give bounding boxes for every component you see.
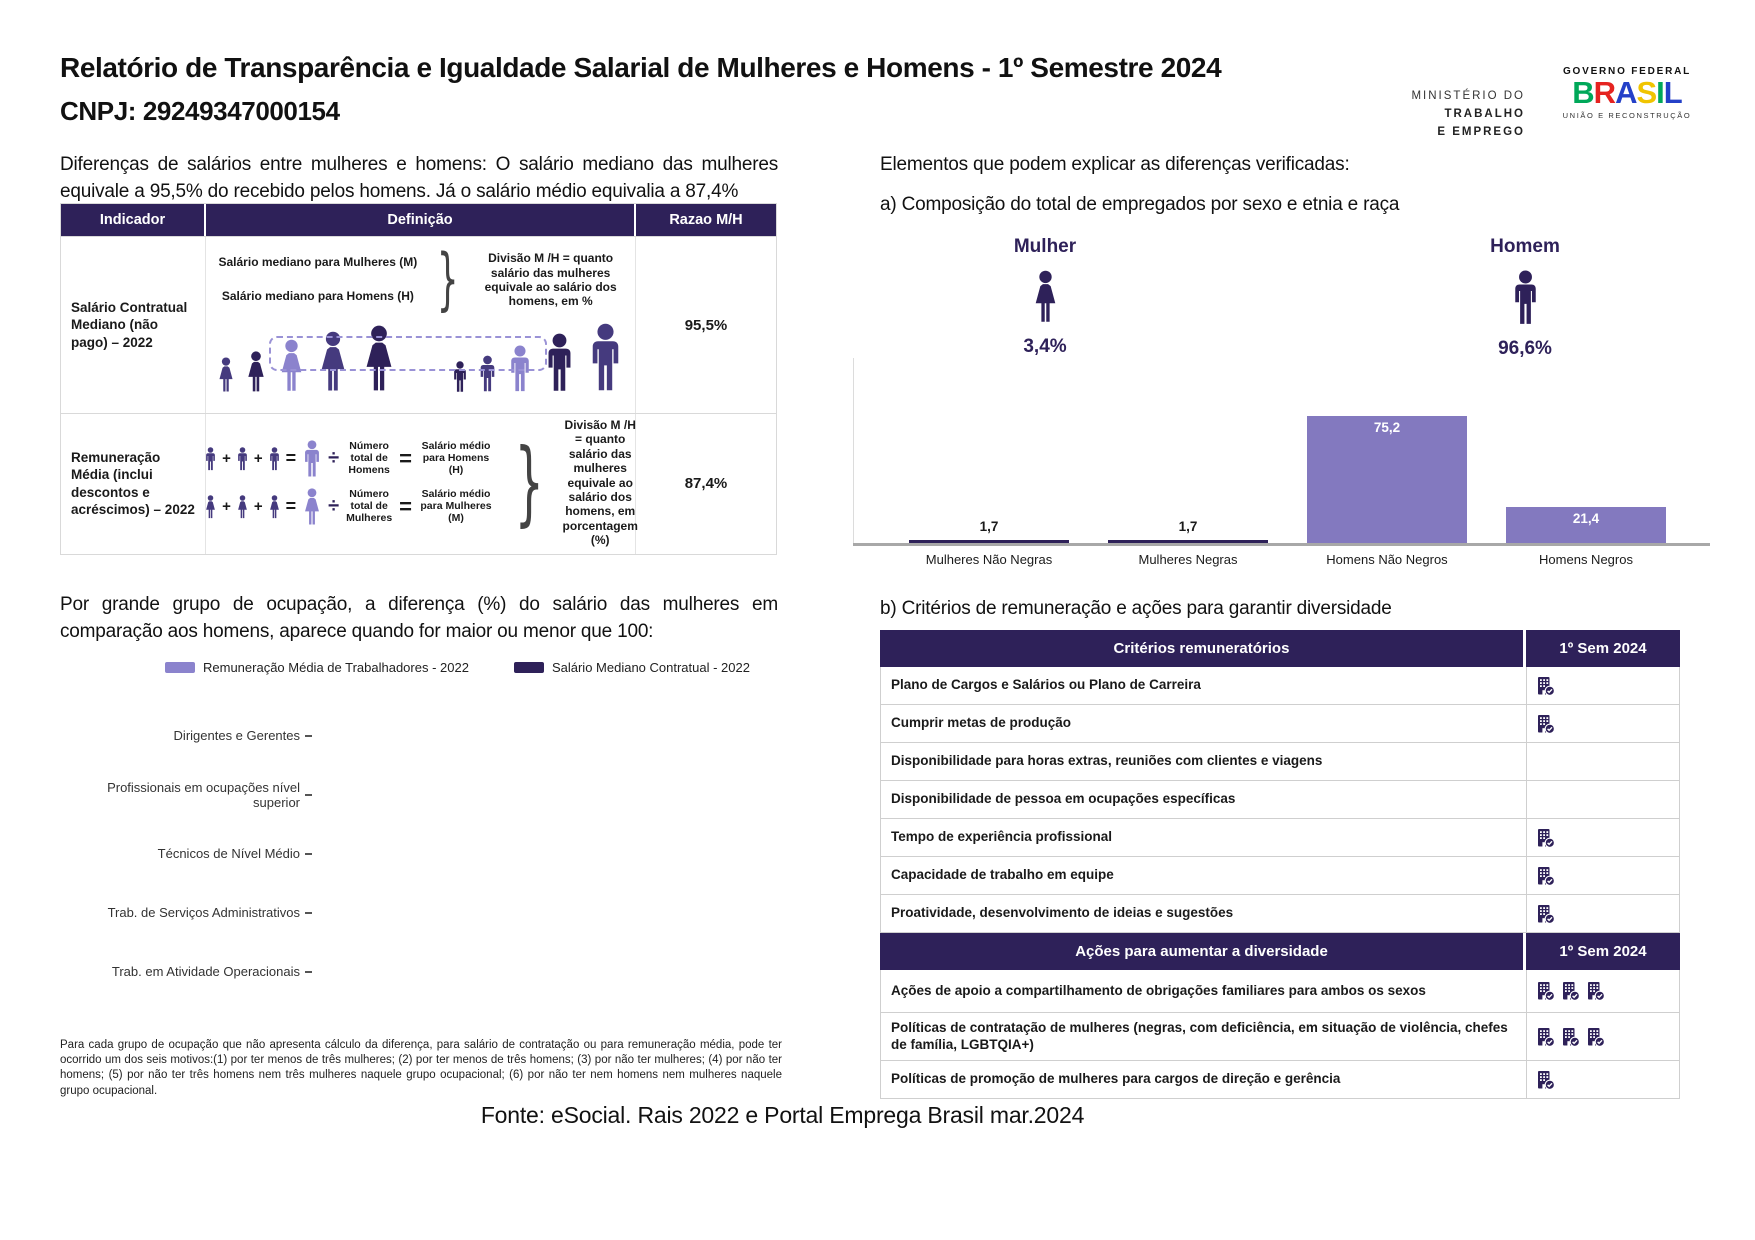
criteria-label: Tempo de experiência profissional: [891, 829, 1113, 845]
ratio-value: 95,5%: [684, 316, 728, 334]
median-highlight-box: [269, 336, 547, 371]
bar-value-label: 21,4: [1572, 511, 1600, 526]
criteria-row: [881, 895, 1679, 932]
criteria-body: [880, 667, 1680, 933]
criteria-status-cell: [1526, 705, 1679, 742]
building-check-icon: [1535, 828, 1555, 848]
woman-icon: [243, 351, 269, 393]
building-check-icon: [1585, 981, 1605, 1001]
action-status-cell: [1526, 970, 1679, 1012]
ministry-logo: [1330, 88, 1525, 141]
occupation-footnote: Para cada grupo de ocupação que não apresenta cálculo da diferença, para salário de contratação ou para remuneração média, pode ter ocorrido um dos seis motivos:(1) por ter menos de três mulheres; (2) por ter menos de três homens; (3) por não ter mulheres; (4) por não ter homens; (5) por não ter três homens nem três mulheres naquele grupo ocupacional; (6) por não ter nem homens nem mulheres naquele grupo ocupacional.: [60, 1039, 782, 1097]
action-row: [881, 1061, 1679, 1098]
col-header-indicador: Indicador: [61, 204, 206, 236]
bar-value-label: 1,7: [979, 519, 999, 534]
definition-cell: [206, 414, 636, 554]
women-average-formula: [203, 488, 496, 526]
building-check-icon: [1535, 1027, 1555, 1047]
x-axis-line: [853, 543, 1710, 546]
action-status-cell: [1526, 1013, 1679, 1060]
criteria-status-cell: [1526, 857, 1679, 894]
criteria-status-cell: [1526, 781, 1679, 818]
criteria-status-cell: [1526, 819, 1679, 856]
composition-bar-chart: [853, 358, 1704, 567]
building-check-icon: [1535, 676, 1555, 696]
building-check-icon: [1585, 1027, 1605, 1047]
x-axis-label: Mulheres Não Negras: [925, 552, 1053, 567]
category-row: [60, 883, 312, 942]
men-average-formula: [203, 440, 496, 478]
building-check-icon: [1560, 981, 1580, 1001]
criteria-status-cell: [1526, 667, 1679, 704]
man-icon: [235, 447, 250, 471]
cnpj-line: CNPJ: 29249347000154: [60, 96, 340, 126]
intro-left-paragraph: Diferenças de salários entre mulheres e homens: O salário mediano das mulheres equivale a 95,5% do recebido pelos homens. Já o salário médio equivalia a 87,4%: [60, 154, 778, 202]
divide-operator: ÷: [328, 495, 340, 518]
page-title: Relatório de Transparência e Igualdade Salarial de Mulheres e Homens - 1º Semestre 2024: [60, 52, 1222, 83]
section-a-title: a) Composição do total de empregados por sexo e etnia e raça: [880, 194, 1400, 215]
plus-operator: +: [222, 450, 231, 468]
axis-tick: [305, 912, 312, 914]
legend-item-remuneracao-media: [165, 660, 469, 675]
action-label: Políticas de promoção de mulheres para cargos de direção e gerência: [891, 1071, 1341, 1087]
section-b-title: b) Critérios de remuneração e ações para garantir diversidade: [880, 598, 1392, 619]
category-label: Trab. de Serviços Administrativos: [107, 905, 300, 920]
criteria-row: [881, 819, 1679, 857]
legend-label: Salário Mediano Contratual - 2022: [551, 660, 750, 675]
legend-label: Remuneração Média de Trabalhadores - 2022: [203, 660, 469, 675]
action-row: [881, 1013, 1679, 1061]
woman-icon: [300, 488, 324, 526]
criteria-label: Proatividade, desenvolvimento de ideias e sugestões: [891, 905, 1234, 921]
criteria-row: [881, 857, 1679, 895]
men-salary-label: Salário médio para Homens (H): [421, 440, 491, 476]
woman-icon: [215, 357, 237, 393]
criteria-table: [880, 630, 1680, 1099]
building-check-icon: [1535, 904, 1555, 924]
equals-operator: =: [399, 493, 412, 519]
action-row: [881, 970, 1679, 1013]
category-label: Trab. em Atividade Operacionais: [111, 964, 300, 979]
bar-homens-negros: [1506, 507, 1666, 543]
woman-icon: [235, 495, 250, 519]
occupation-intro-paragraph: Por grande grupo de ocupação, a diferença (%) do salário das mulheres em comparação aos homens, aparece quando for maior ou menor que 100:: [60, 594, 778, 642]
ratio-value: 87,4%: [684, 475, 728, 493]
occupation-chart-legend: [165, 660, 750, 675]
women-salary-label: Salário médio para Mulheres (M): [420, 488, 492, 524]
table-row: [61, 236, 776, 413]
actions-body: [880, 970, 1680, 1099]
population-pictogram: [215, 323, 627, 393]
intro-right-paragraph: Elementos que podem explicar as diferenças verificadas:: [880, 154, 1350, 175]
women-total-label: Número total de Mulheres: [346, 488, 393, 524]
criteria-label: Capacidade de trabalho em equipe: [891, 867, 1114, 883]
building-check-icon: [1535, 981, 1555, 1001]
building-check-icon: [1560, 1027, 1580, 1047]
man-icon: [203, 447, 218, 471]
definition-cell: [206, 237, 636, 413]
criteria-status-cell: [1526, 743, 1679, 780]
x-axis-label: Homens Negros: [1539, 552, 1633, 567]
col-header-razao: Razao M/H: [636, 204, 776, 236]
criteria-header-period: 1º Sem 2024: [1526, 630, 1680, 667]
ministry-line3: E EMPREGO: [1437, 125, 1525, 138]
action-label: Ações de apoio a compartilhamento de obrigações familiares para ambos os sexos: [891, 982, 1426, 998]
man-icon: [267, 447, 282, 471]
bar-homens-nao-negros: [1307, 416, 1467, 543]
building-check-icon: [1535, 1070, 1555, 1090]
category-row: [60, 765, 312, 824]
criteria-row: [881, 743, 1679, 781]
col-header-definicao: Definição: [206, 204, 636, 236]
homem-percentage: 96,6%: [1498, 338, 1552, 359]
equals-operator: =: [285, 496, 297, 517]
criteria-header-label: Critérios remuneratórios: [880, 630, 1523, 667]
criteria-label: Plano de Cargos e Salários ou Plano de Carreira: [891, 677, 1201, 693]
axis-tick: [305, 794, 312, 796]
action-label: Políticas de contratação de mulheres (negras, com deficiência, em situação de violência, chefes de família, LGBTQIA+): [891, 1019, 1508, 1052]
category-row: [60, 942, 312, 1001]
equals-operator: =: [399, 445, 412, 471]
ministry-line2: TRABALHO: [1444, 107, 1525, 120]
woman-icon: [1029, 270, 1062, 324]
category-row: [60, 824, 312, 883]
men-total-label: Número total de Homens: [348, 440, 390, 476]
criteria-label: Cumprir metas de produção: [891, 715, 1072, 731]
gov-logo-top-text: GOVERNO FEDERAL: [1562, 66, 1692, 77]
building-check-icon: [1535, 866, 1555, 886]
indicator-table: [60, 203, 777, 555]
criteria-header: [880, 630, 1680, 667]
man-icon: [584, 323, 627, 393]
criteria-status-cell: [1526, 895, 1679, 932]
actions-header-period: 1º Sem 2024: [1526, 933, 1680, 970]
category-row: [60, 706, 312, 765]
criteria-label: Disponibilidade para horas extras, reuniões com clientes e viagens: [891, 753, 1323, 769]
woman-icon: [203, 495, 218, 519]
gov-logo-name: BRASIL: [1572, 75, 1682, 110]
legend-swatch-dark: [514, 662, 544, 673]
plus-operator: +: [253, 450, 263, 468]
brace-glyph: }: [514, 428, 544, 536]
legend-swatch-light: [165, 662, 195, 673]
mulher-label: Mulher: [1013, 236, 1077, 257]
man-icon: [300, 440, 324, 478]
man-icon: [1508, 270, 1543, 326]
woman-icon: [267, 495, 282, 519]
bar-value-label: 75,2: [1373, 420, 1401, 435]
divide-operator: ÷: [328, 447, 340, 470]
actions-header: [880, 933, 1680, 970]
plus-operator: +: [222, 498, 231, 516]
indicator-name: Salário Contratual Mediano (não pago) – 2022: [61, 237, 206, 413]
indicator-table-header: [61, 204, 776, 236]
division-note: Divisão M /H = quanto salário das mulheres equivale ao salário dos homens, em %: [484, 251, 617, 309]
criteria-row: [881, 705, 1679, 743]
axis-tick: [305, 853, 312, 855]
division-note: Divisão M /H = quanto salário das mulheres equivale ao salário dos homens, em porcentagem (%): [562, 418, 638, 548]
median-men-label: Salário mediano para Homens (H): [221, 289, 414, 303]
criteria-row: [881, 781, 1679, 819]
category-label: Técnicos de Nível Médio: [157, 846, 300, 861]
mulher-percentage: 3,4%: [1023, 336, 1067, 357]
building-check-icon: [1535, 714, 1555, 734]
category-label: Profissionais em ocupações nível superior: [107, 779, 300, 810]
homem-composition: [1445, 236, 1605, 360]
category-label: Dirigentes e Gerentes: [173, 728, 300, 743]
brace-glyph: }: [437, 240, 459, 319]
axis-tick: [305, 735, 312, 737]
criteria-label: Disponibilidade de pessoa em ocupações específicas: [891, 791, 1236, 807]
equals-operator: =: [285, 448, 297, 469]
mulher-composition: [965, 236, 1125, 358]
criteria-row: [881, 667, 1679, 705]
actions-header-label: Ações para aumentar a diversidade: [880, 933, 1523, 970]
plus-operator: +: [253, 498, 263, 516]
legend-item-salario-mediano: [514, 660, 750, 675]
ministry-line1: MINISTÉRIO DO: [1411, 90, 1525, 102]
source-footer: Fonte: eSocial. Rais 2022 e Portal Emprega Brasil mar.2024: [480, 1102, 1085, 1128]
axis-tick: [305, 971, 312, 973]
gov-logo-bottom-text: UNIÃO E RECONSTRUÇÃO: [1562, 110, 1692, 120]
action-status-cell: [1526, 1061, 1679, 1098]
occupation-chart-categories: [60, 706, 312, 1001]
median-women-label: Salário mediano para Mulheres (M): [218, 255, 418, 270]
table-row: [61, 413, 776, 554]
gov-federal-logo: [1552, 66, 1702, 120]
x-axis-label: Homens Não Negros: [1326, 552, 1448, 567]
bar-value-label: 1,7: [1178, 519, 1198, 534]
homem-label: Homem: [1490, 236, 1560, 257]
indicator-name: Remuneração Média (inclui descontos e acréscimos) – 2022: [61, 414, 206, 554]
x-axis-label: Mulheres Negras: [1138, 552, 1238, 567]
